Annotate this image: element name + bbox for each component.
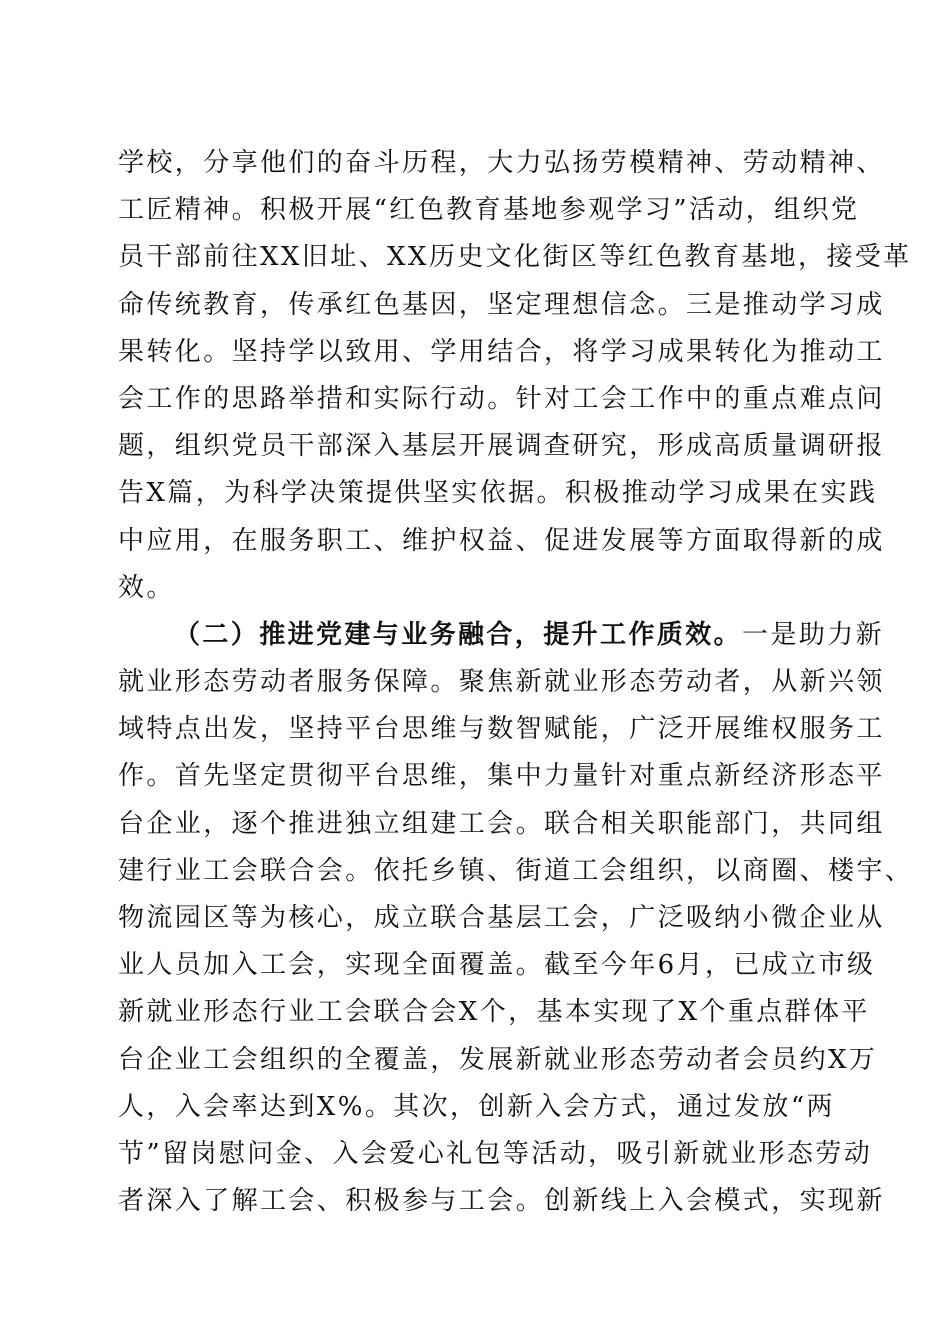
text-line: 域特点出发，坚持平台思维与数智赋能，广泛开展维权服务工 bbox=[118, 714, 885, 745]
text-line: 者深入了解工会、积极参与工会。创新线上入会模式，实现新 bbox=[118, 1186, 885, 1217]
text-line: 业人员加入工会，实现全面覆盖。截至今年6月，已成立市级 bbox=[118, 950, 876, 981]
section-first-line-text: 一是助力新 bbox=[742, 619, 885, 650]
body-text bbox=[118, 140, 914, 1225]
text-line: 题，组织党员干部深入基层开展调查研究，形成高质量调研报 bbox=[118, 431, 885, 462]
text-line: 就业形态劳动者服务保障。聚焦新就业形态劳动者，从新兴领 bbox=[118, 667, 885, 698]
text-line: 果转化。坚持学以致用、学用结合，将学习成果转化为推动工 bbox=[118, 336, 885, 367]
text-line: 台企业，逐个推进独立组建工会。联合相关职能部门，共同组 bbox=[118, 808, 885, 839]
text-line: 新就业形态行业工会联合会X个，基本实现了X个重点群体平 bbox=[118, 997, 870, 1028]
text-line: 台企业工会组织的全覆盖，发展新就业形态劳动者会员约X万 bbox=[118, 1044, 878, 1075]
text-line: 作。首先坚定贯彻平台思维，集中力量针对重点新经济形态平 bbox=[118, 761, 885, 792]
text-line: 会工作的思路举措和实际行动。针对工会工作中的重点难点问 bbox=[118, 383, 885, 414]
section-heading: （二）推进党建与业务融合，提升工作质效。 bbox=[174, 619, 743, 650]
text-line: 效。 bbox=[118, 572, 175, 603]
section-first-line bbox=[118, 612, 885, 659]
text-line: 告X篇，为科学决策提供坚实依据。积极推动学习成果在实践 bbox=[118, 478, 878, 509]
text-line: 命传统教育，传承红色基因，坚定理想信念。三是推动学习成 bbox=[118, 289, 885, 320]
text-line: 建行业工会联合会。依托乡镇、街道工会组织，以商圈、楼宇、 bbox=[118, 855, 914, 886]
text-line: 节”留岗慰问金、入会爱心礼包等活动，吸引新就业形态劳动 bbox=[118, 1138, 873, 1169]
text-line: 工匠精神。积极开展“红色教育基地参观学习”活动，组织党 bbox=[118, 195, 860, 226]
text-line: 人，入会率达到X%。其次，创新入会方式，通过发放“两 bbox=[118, 1091, 835, 1122]
text-line: 物流园区等为核心，成立联合基层工会，广泛吸纳小微企业从 bbox=[118, 903, 885, 933]
text-line: 学校，分享他们的奋斗历程，大力弘扬劳模精神、劳动精神、 bbox=[118, 148, 885, 178]
text-line: 中应用，在服务职工、维护权益、促进发展等方面取得新的成 bbox=[118, 525, 885, 556]
text-line: 员干部前往XX旧址、XX历史文化街区等红色教育基地，接受革 bbox=[118, 242, 912, 273]
